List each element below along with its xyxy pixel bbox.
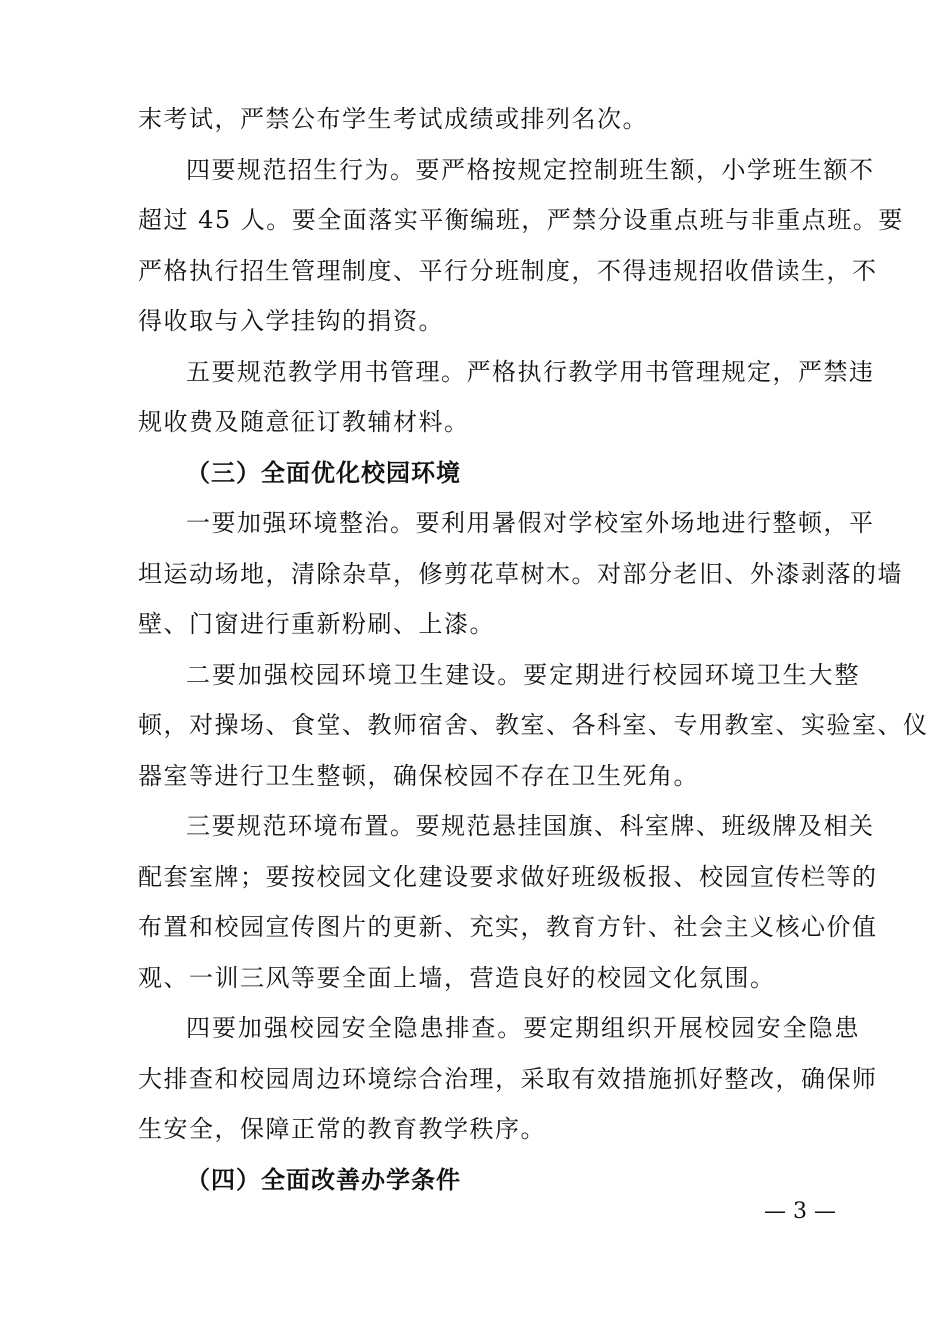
paragraph-line: 布置和校园宣传图片的更新、充实，教育方针、社会主义核心价值	[138, 913, 878, 941]
paragraph-line: 大排查和校园周边环境综合治理，采取有效措施抓好整改，确保师	[138, 1064, 878, 1093]
paragraph-line: 顿，对操场、食堂、教师宿舍、教室、各科室、专用教室、实验室、仪	[138, 711, 929, 739]
page-number: — 3 —	[764, 1199, 836, 1224]
paragraph-line: 五要规范教学用书管理。严格执行教学用书管理规定，严禁违	[186, 357, 875, 386]
paragraph-line: 严格执行招生管理制度、平行分班制度，不得违规招收借读生，不	[138, 256, 878, 285]
paragraph-line: 一要加强环境整治。要利用暑假对学校室外场地进行整顿，平	[186, 509, 875, 537]
paragraph-line: 规收费及随意征订教辅材料。	[138, 408, 470, 436]
paragraph-line: 四要规范招生行为。要严格按规定控制班生额，小学班生额不	[186, 155, 875, 184]
document-body	[138, 94, 929, 1205]
section-heading: （四）全面改善办学条件	[186, 1165, 461, 1194]
paragraph-line: 末考试，严禁公布学生考试成绩或排列名次。	[138, 105, 648, 133]
paragraph-line: 生安全，保障正常的教育教学秩序。	[138, 1115, 546, 1143]
paragraph-line: 二要加强校园环境卫生建设。要定期进行校园环境卫生大整	[186, 660, 860, 689]
paragraph-line: 坦运动场地，清除杂草，修剪花草树木。对部分老旧、外漆剥落的墙	[138, 559, 903, 588]
paragraph-line: 超过 45 人。要全面落实平衡编班，严禁分设重点班与非重点班。要	[138, 206, 904, 234]
paragraph-line: 壁、门窗进行重新粉刷、上漆。	[138, 610, 495, 638]
paragraph-line: 配套室牌；要按校园文化建设要求做好班级板报、校园宣传栏等的	[138, 862, 878, 891]
paragraph-line: 器室等进行卫生整顿，确保校园不存在卫生死角。	[138, 761, 699, 790]
paragraph-line: 得收取与入学挂钩的捐资。	[138, 307, 444, 335]
paragraph-line: 三要规范环境布置。要规范悬挂国旗、科室牌、班级牌及相关	[186, 812, 875, 840]
section-heading: （三）全面优化校园环境	[186, 458, 461, 487]
paragraph-line: 观、一训三风等要全面上墙，营造良好的校园文化氛围。	[138, 963, 776, 992]
paragraph-line: 四要加强校园安全隐患排查。要定期组织开展校园安全隐患	[186, 1014, 860, 1042]
